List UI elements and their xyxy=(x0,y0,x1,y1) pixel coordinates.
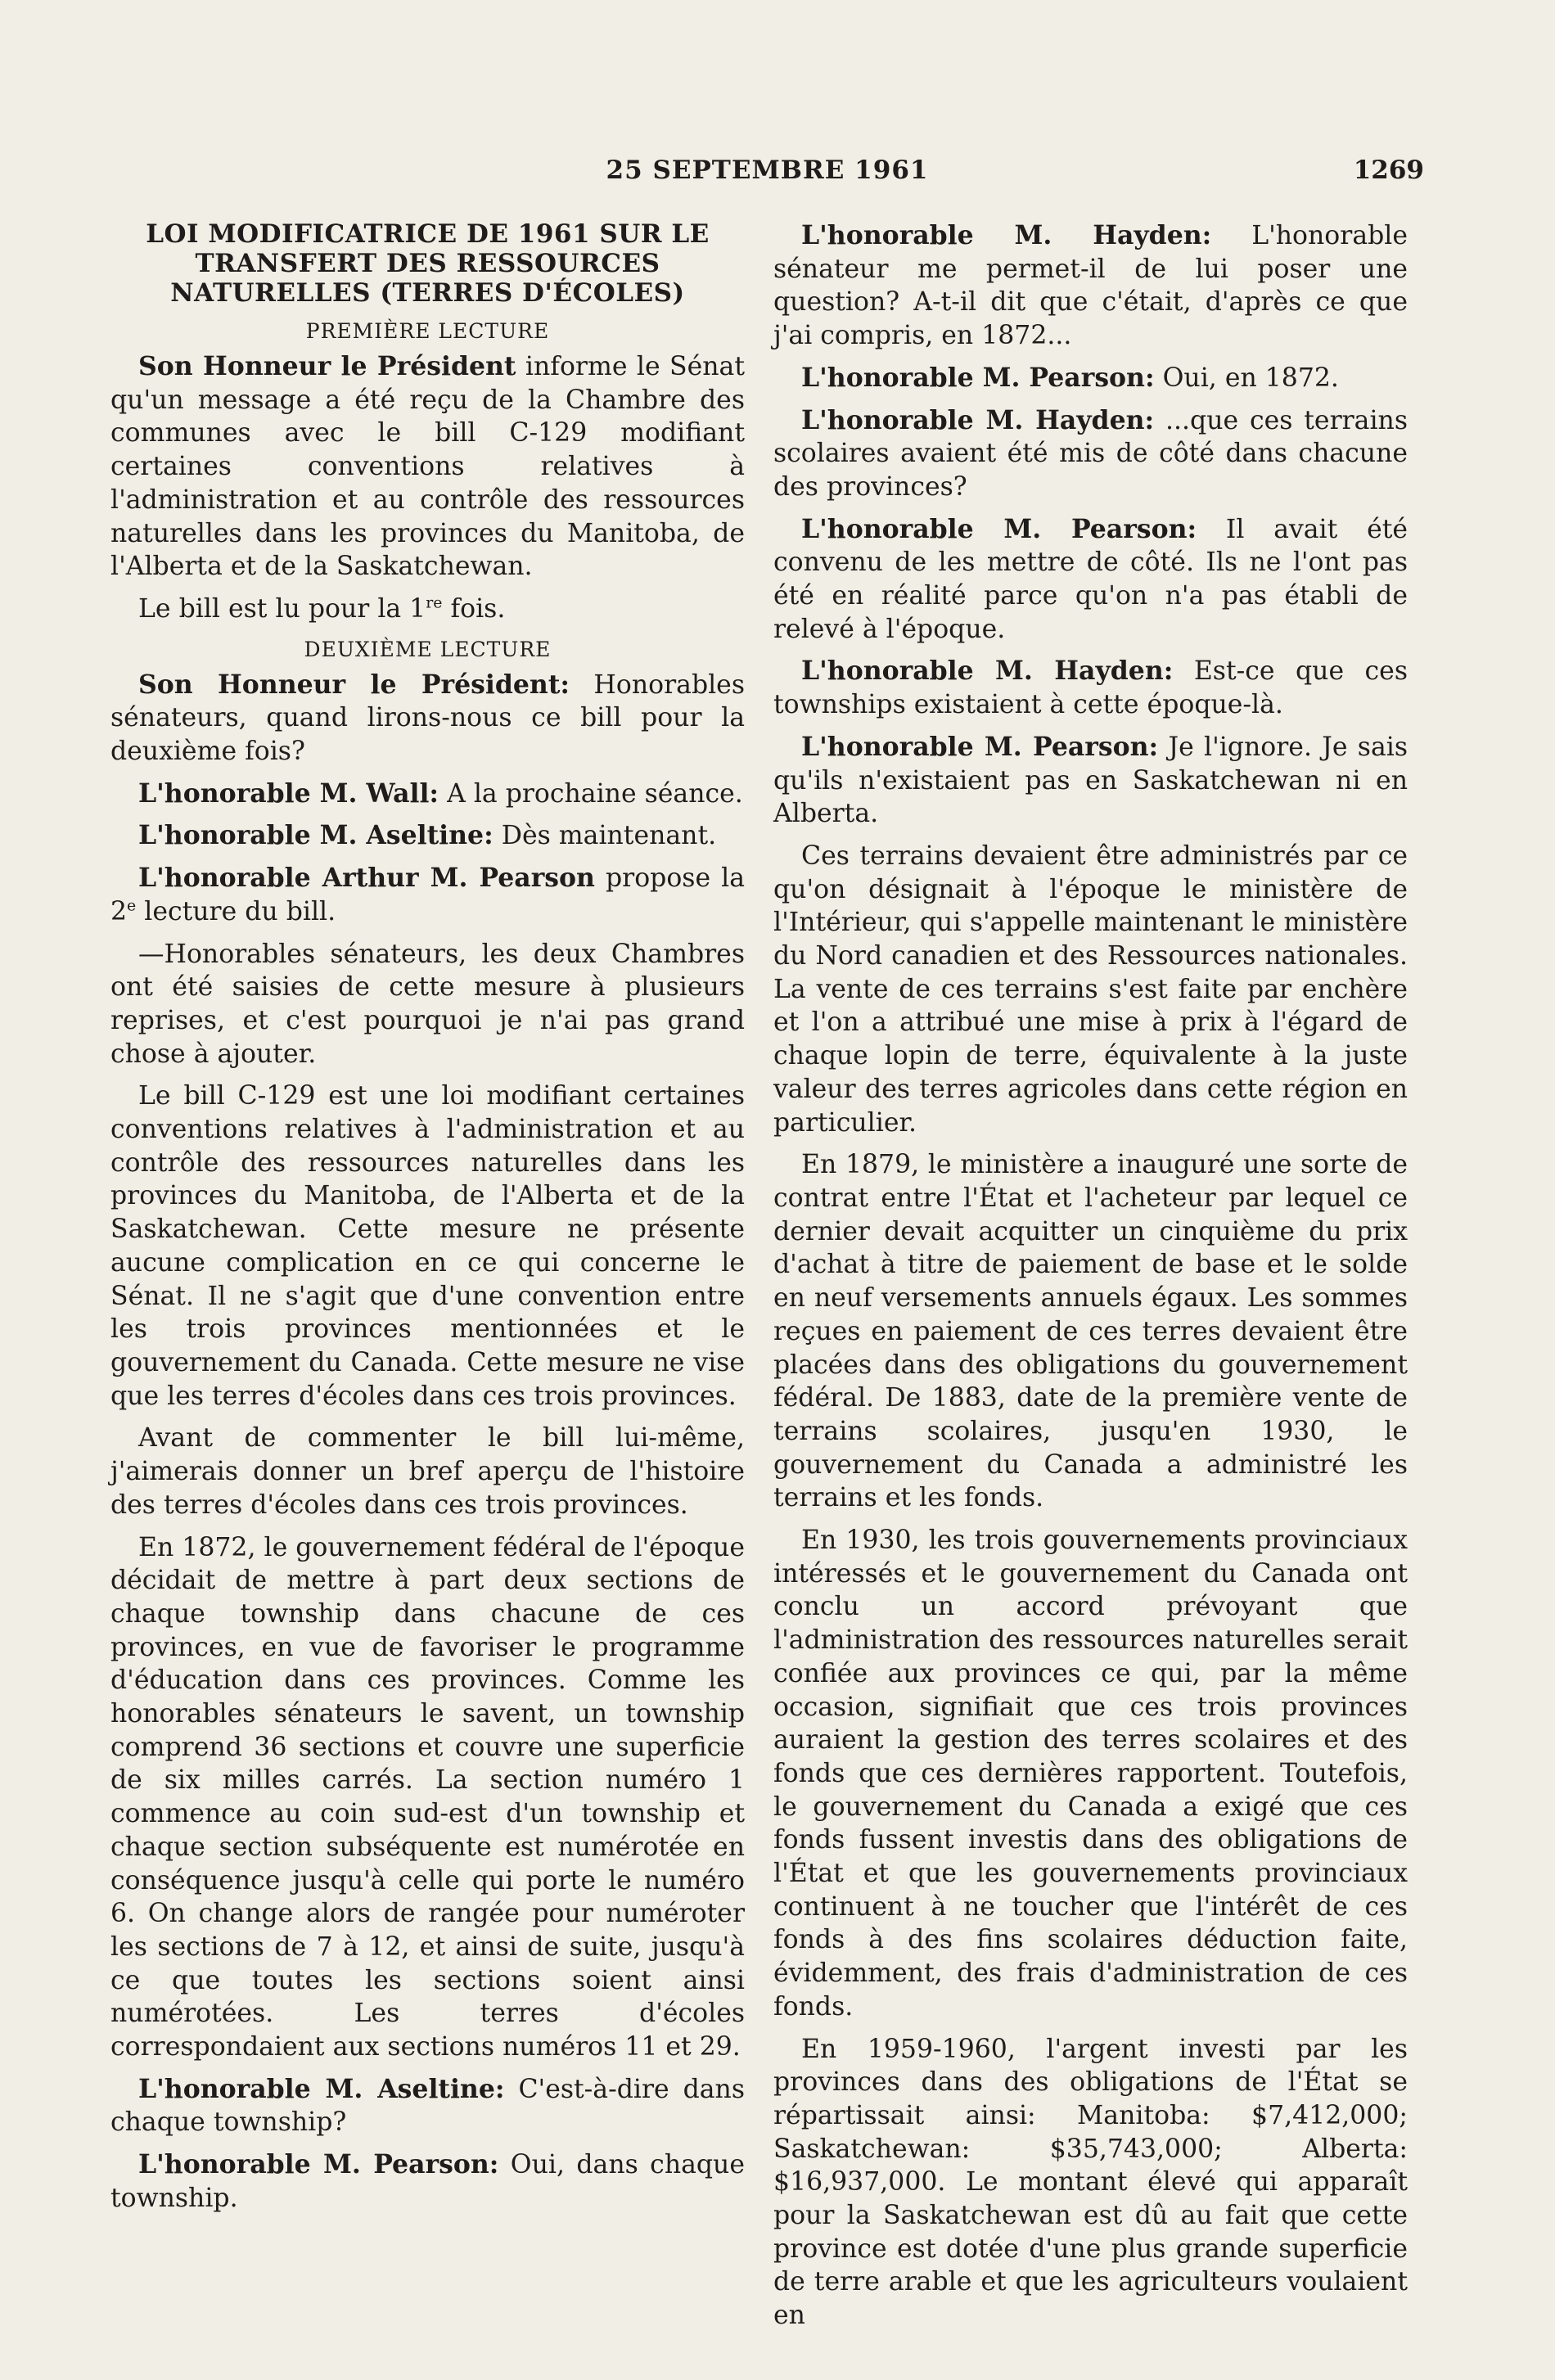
paragraph xyxy=(773,362,1408,395)
paragraph: En 1872, le gouvernement fédéral de l'époque décidait de mettre à part deux sections de chaque township dans chacune de ces provinces, en vue de favoriser le programme d'éducation dans ces provinces. Comme les honorables sénateurs le savent, un township comprend 36 sections et couvre une superficie de six milles carrés. La section numéro 1 commence au coin sud-est d'un township et chaque section subséquente est numérotée en conséquence jusqu'à celle qui porte le numéro 6. On change alors de rangée pour numéroter les sections de 7 à 12, et ainsi de suite, jusqu'à ce que toutes les sections soient ainsi numérotées. Les terres d'écoles correspondaient aux sections numéros 11 et 29. xyxy=(110,1532,745,2062)
paragraph-text: Est-ce que ces townships existaient à cette époque-là. xyxy=(773,656,1408,720)
paragraph: En 1879, le ministère a inauguré une sorte de contrat entre l'État et l'acheteur par lequel ce dernier devait acquitter un cinquième du prix d'achat à titre de paiement de base et le solde en neuf versements annuels égaux. Les sommes reçues en paiement de ces terres devaient être placées dans des obligations du gouvernement fédéral. De 1883, date de la première vente de terrains scolaires, jusqu'en 1930, le gouvernement du Canada a administré les terrains et les fonds. xyxy=(773,1150,1408,1513)
paragraph-text: ...que ces terrains scolaires avaient été mis de côté dans chacune des provinces? xyxy=(773,405,1408,502)
paragraph-text: Oui, en 1872. xyxy=(1162,363,1339,393)
speaker-name: L'honorable M. Hayden: xyxy=(801,656,1174,687)
first-reading-heading: PREMIÈRE LECTURE xyxy=(305,319,550,343)
speaker-name: L'honorable M. Wall: xyxy=(138,778,439,809)
page-header xyxy=(110,156,1424,201)
paragraph: Ces terrains devaient être administrés par ce qu'on désignait à l'époque le ministère de l'Intérieur, qui s'appelle maintenant le ministère du Nord canadien et des Ressources nationales. La vente de ces terrains s'est faite par enchère et l'on a attribué une mise à prix à l'égard de chaque lopin de terre, équivalente à la juste valeur des terres agricoles dans cette région en particulier. xyxy=(773,841,1408,1138)
right-column xyxy=(773,219,1408,2342)
paragraph xyxy=(110,2148,745,2215)
speaker-name: L'honorable M. Hayden: xyxy=(801,404,1155,435)
paragraph-text: propose la 2 xyxy=(110,863,745,926)
paragraph xyxy=(110,350,745,584)
paragraph: En 1959-1960, l'argent investi par les provinces dans des obligations de l'État se répartissait ainsi: Manitoba: $7,412,000; Saskatchewan: $35,743,000; Alberta: $16,937,000. Le montant élevé qui apparaît pour la Saskatchewan est dû au fait que cette province est dotée d'une plus grande superficie de terre arable et que les agriculteurs voulaient en xyxy=(773,2034,1408,2331)
ordinal-suffix: e xyxy=(127,896,137,915)
article-title: LOI MODIFICATRICE DE 1961 SUR LE TRANSFERT DES RESSOURCES NATURELLES (TERRES D'ÉCOLES) xyxy=(146,219,710,308)
speaker-name: L'honorable M. Pearson: xyxy=(138,2149,499,2180)
header-date: 25 SEPTEMBRE 1961 xyxy=(606,156,929,185)
paragraph xyxy=(773,219,1408,353)
paragraph-text: Dès maintenant. xyxy=(501,821,717,851)
paragraph xyxy=(110,819,745,853)
page-number: 1269 xyxy=(1353,156,1424,185)
paragraph-text: Il avait été convenu de les mettre de côté. Ils ne l'ont pas été en réalité parce qu'on n'a pas établi de relevé à l'époque. xyxy=(773,514,1409,644)
paragraph xyxy=(773,731,1408,831)
ordinal-suffix: re xyxy=(426,593,443,612)
second-reading-heading: DEUXIÈME LECTURE xyxy=(304,637,552,661)
speaker-name: L'honorable M. Hayden: xyxy=(801,220,1212,250)
paragraph-text: Le bill est lu pour la 1 xyxy=(138,593,426,624)
paragraph xyxy=(773,655,1408,721)
paragraph xyxy=(110,593,745,626)
speaker-name: L'honorable M. Aseltine: xyxy=(138,820,494,851)
speaker-name: L'honorable M. Pearson: xyxy=(801,513,1197,544)
speaker-name: Son Honneur le Président: xyxy=(138,669,570,700)
paragraph xyxy=(110,2073,745,2139)
paragraph: Avant de commenter le bill lui-même, j'aimerais donner un bref aperçu de l'histoire des terres d'écoles dans ces trois provinces. xyxy=(110,1423,745,1520)
paragraph: —Honorables sénateurs, les deux Chambres ont été saisies de cette mesure à plusieurs reprises, et c'est pourquoi je n'ai pas grand chose à ajouter. xyxy=(110,939,745,1069)
paragraph-text: Honorables sénateurs, quand lirons-nous ce bill pour la deuxième fois? xyxy=(110,669,745,767)
paragraph-text: L'honorable sénateur me permet-il de lui poser une question? A-t-il dit que c'était, d'après ce que j'ai compris, en 1872... xyxy=(773,221,1408,351)
left-column xyxy=(110,219,745,2224)
paragraph-text: fois. xyxy=(442,593,506,624)
paragraph-text: informe le Sénat qu'un message a été reçu de la Chambre des communes avec le bill C-129 modifiant certaines conventions relatives à l'administration et au contrôle des ressources naturelles dans les provinces du Manitoba, de l'Alberta et de la Saskatchewan. xyxy=(110,352,745,582)
paragraph-text: C'est-à-dire dans chaque township? xyxy=(110,2074,745,2138)
paragraph xyxy=(110,669,745,769)
speaker-name: Son Honneur le Président xyxy=(138,351,516,381)
paragraph xyxy=(773,404,1408,504)
paragraph-text: Je l'ignore. Je sais qu'ils n'existaient pas en Saskatchewan ni en Alberta. xyxy=(773,732,1408,829)
speaker-name: L'honorable M. Pearson: xyxy=(801,731,1159,762)
speaker-name: L'honorable M. Aseltine: xyxy=(138,2073,505,2104)
paragraph xyxy=(110,778,745,811)
speaker-name: L'honorable Arthur M. Pearson xyxy=(138,863,595,894)
paragraph: En 1930, les trois gouvernements provinciaux intéressés et le gouvernement du Canada ont conclu un accord prévoyant que l'administration des ressources naturelles serait confiée aux provinces ce qui, par la même occasion, signifiait que ces trois provinces auraient la gestion des terres scolaires et des fonds que ces dernières rapportent. Toutefois, le gouvernement du Canada a exigé que ces fonds fussent investis dans des obligations de l'État et que les gouvernements provinciaux continuent à ne toucher que l'intérêt de ces fonds à des fins scolaires déduction faite, évidemment, des frais d'administration de ces fonds. xyxy=(773,1526,1408,2022)
paragraph xyxy=(110,862,745,928)
paragraph-text: lecture du bill. xyxy=(136,896,336,926)
paragraph xyxy=(773,513,1408,647)
paragraph-text: A la prochaine séance. xyxy=(447,778,743,809)
speaker-name: L'honorable M. Pearson: xyxy=(801,362,1155,393)
paragraph-text: Oui, dans chaque township. xyxy=(110,2150,745,2213)
paragraph: Le bill C-129 est une loi modifiant certaines conventions relatives à l'administration et au contrôle des ressources naturelles dans les provinces du Manitoba, de l'Alberta et de la Saskatchewan. Cette mesure ne présente aucune complication en ce qui concerne le Sénat. Il ne s'agit que d'une convention entre les trois provinces mentionnées et le gouvernement du Canada. Cette mesure ne vise que les terres d'écoles dans ces trois provinces. xyxy=(110,1081,745,1411)
